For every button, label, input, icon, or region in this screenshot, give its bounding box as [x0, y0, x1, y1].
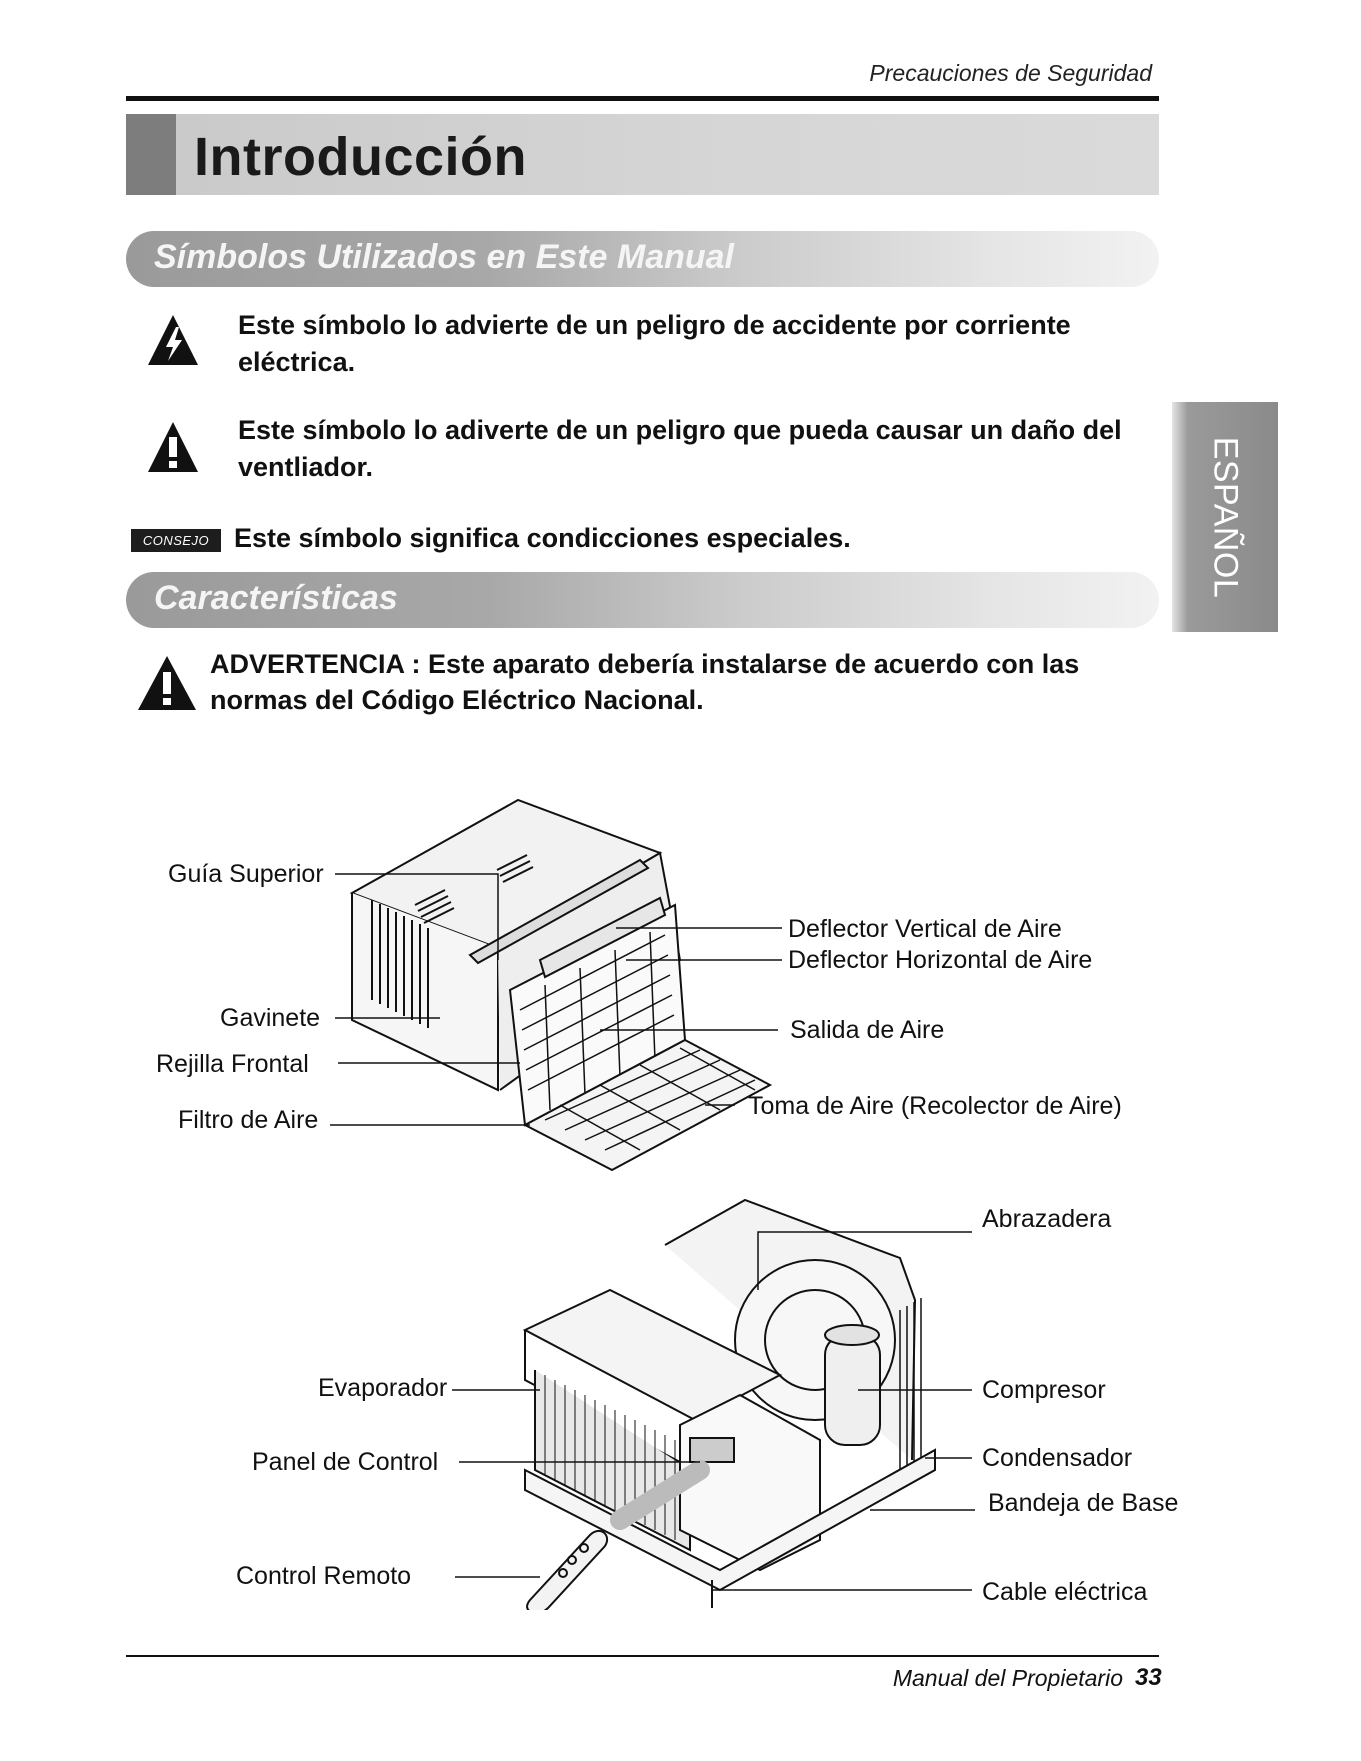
label-deflector-horizontal: Deflector Horizontal de Aire [788, 946, 1093, 974]
symbol-text-warning: Este símbolo lo adiverte de un peligro que pueda causar un daño del ventliador. [238, 415, 1122, 482]
diagram-internal-view [0, 1190, 1361, 1610]
label-salida-aire: Salida de Aire [790, 1016, 945, 1044]
label-cable-electrica: Cable eléctrica [982, 1578, 1148, 1606]
language-tab-label [1172, 402, 1278, 632]
label-compresor: Compresor [982, 1376, 1106, 1404]
electric-warning-icon [146, 313, 200, 367]
footer-manual-title: Manual del Propietario [892, 1665, 1123, 1691]
label-evaporador: Evaporador [318, 1374, 448, 1402]
consejo-badge: CONSEJO [131, 529, 221, 552]
label-abrazadera: Abrazadera [982, 1205, 1112, 1233]
label-guia-superior: Guía Superior [168, 860, 324, 888]
warning-text-line2: normas del Código Eléctrico Nacional. [210, 685, 704, 715]
warning-text-line1: ADVERTENCIA : Este aparato debería instalarse de acuerdo con las [210, 649, 1080, 679]
section-title-features: Características [154, 579, 398, 617]
title-accent-block [126, 114, 176, 195]
warning-icon [136, 654, 198, 712]
label-bandeja-base: Bandeja de Base [988, 1489, 1179, 1517]
section-title-symbols: Símbolos Utilizados en Este Manual [154, 238, 734, 276]
label-deflector-vertical: Deflector Vertical de Aire [788, 915, 1062, 943]
label-toma-aire: Toma de Aire (Recolector de Aire) [748, 1092, 1122, 1120]
symbol-text-consejo: Este símbolo significa condicciones especiales. [234, 523, 851, 553]
symbol-text-electric: Este símbolo lo advierte de un peligro de accidente por corriente eléctrica. [238, 310, 1071, 377]
label-filtro-aire: Filtro de Aire [178, 1106, 319, 1134]
label-control-remoto: Control Remoto [236, 1562, 412, 1590]
header-rule [126, 96, 1159, 101]
footer-rule [126, 1655, 1159, 1657]
language-tab-text: ESPAÑOL [1206, 436, 1245, 598]
label-condensador: Condensador [982, 1444, 1133, 1472]
page-number: 33 [1135, 1664, 1162, 1691]
label-gavinete: Gavinete [220, 1004, 321, 1032]
label-rejilla-frontal: Rejilla Frontal [156, 1050, 309, 1078]
warning-icon [146, 420, 200, 474]
running-header: Precauciones de Seguridad [869, 60, 1152, 86]
page-title: Introducción [194, 127, 527, 187]
label-panel-control: Panel de Control [252, 1448, 439, 1476]
